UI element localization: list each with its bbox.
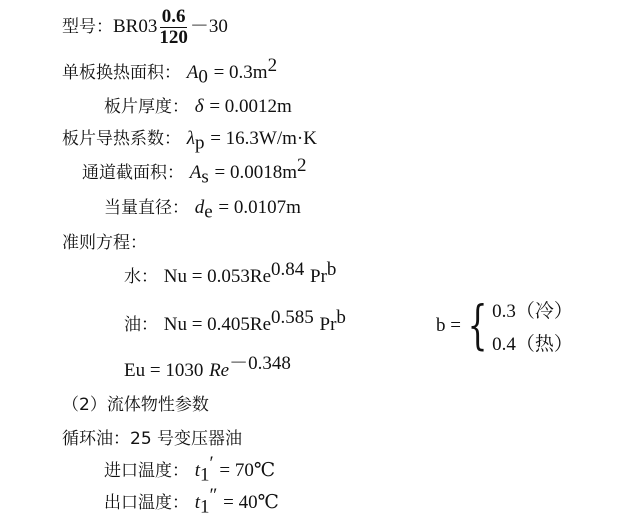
thickness-value: = 0.0012m (209, 96, 292, 117)
section2-line (62, 394, 209, 416)
oil-lhs: Nu = 0.405Re (163, 314, 272, 335)
oil-pr-exponent: b (336, 307, 346, 328)
water-re-exponent: 0.84 (271, 259, 305, 280)
model-fraction-numerator: 0.6 (161, 5, 186, 27)
area-line (62, 55, 278, 88)
model-prefix: BR03 (113, 16, 158, 37)
water-lhs: Nu = 0.053Re (163, 266, 272, 287)
outlet-value: = 40℃ (223, 492, 279, 513)
outlet-temp-line (104, 485, 279, 518)
left-brace-icon: { (467, 296, 488, 356)
outlet-symbol: t (194, 492, 201, 513)
channel-superscript: 2 (296, 155, 307, 176)
eu-lhs: Eu = 1030 (124, 360, 204, 381)
diameter-line (104, 197, 301, 223)
b-case-list (492, 296, 573, 356)
inlet-temp-line (104, 453, 276, 486)
water-pr: Pr (310, 266, 327, 287)
oil-label: 油： (124, 315, 158, 335)
water-equation (124, 259, 337, 288)
area-superscript: 2 (267, 55, 278, 76)
area-label: 单板换热面积： (62, 63, 181, 83)
inlet-label: 进口温度： (104, 461, 189, 481)
channel-line (82, 155, 307, 188)
section2-label: （2）流体物性参数 (62, 395, 209, 415)
conductivity-symbol: λ (186, 128, 195, 149)
diameter-symbol: d (194, 197, 205, 218)
eu-equation (124, 353, 291, 382)
eu-re: Re (209, 360, 230, 381)
thickness-symbol: δ (194, 96, 204, 117)
model-suffix: －30 (189, 16, 228, 37)
diameter-subscript: e (204, 201, 213, 223)
inlet-value: = 70℃ (219, 460, 276, 481)
criteria-line (62, 232, 147, 254)
oil-type-label: 循环油：25 号变压器油 (62, 429, 243, 449)
criteria-label: 准则方程： (62, 233, 147, 253)
outlet-label: 出口温度： (104, 493, 189, 513)
thickness-label: 板片厚度： (104, 97, 189, 117)
channel-symbol: A (189, 162, 202, 183)
oil-type-line (62, 428, 242, 450)
eu-exponent: －0.348 (229, 353, 291, 374)
b-lhs: b = (436, 315, 461, 336)
inlet-prime: ′ (209, 453, 214, 474)
oil-pr: Pr (319, 314, 337, 335)
model-line (62, 6, 228, 48)
conductivity-subscript: p (194, 132, 205, 154)
area-value: = 0.3m (213, 62, 268, 83)
model-fraction-denominator: 120 (159, 26, 188, 48)
conductivity-value: = 16.3W/m·K (210, 128, 317, 149)
area-symbol: A (186, 62, 199, 83)
model-fraction (159, 7, 188, 48)
diameter-value: = 0.0107m (218, 197, 301, 218)
channel-label: 通道截面积： (82, 163, 184, 183)
channel-value: = 0.0018m (214, 162, 297, 183)
water-label: 水： (124, 267, 158, 287)
conductivity-line (62, 128, 317, 154)
thickness-line (104, 96, 292, 118)
model-label: 型号： (62, 17, 113, 37)
b-cases (436, 296, 573, 356)
channel-subscript: s (201, 166, 209, 188)
diameter-label: 当量直径： (104, 198, 189, 218)
water-pr-exponent: b (326, 259, 337, 280)
oil-re-exponent: 0.585 (271, 307, 314, 328)
b-case-cold: 0.3（冷） (492, 301, 573, 322)
inlet-subscript: 1 (200, 464, 210, 486)
inlet-symbol: t (194, 460, 201, 481)
outlet-prime: ″ (209, 485, 218, 506)
outlet-subscript: 1 (200, 496, 210, 518)
oil-equation (124, 307, 346, 336)
b-case-hot: 0.4（热） (492, 334, 573, 355)
area-subscript: 0 (198, 66, 208, 88)
conductivity-label: 板片导热系数： (62, 129, 181, 149)
